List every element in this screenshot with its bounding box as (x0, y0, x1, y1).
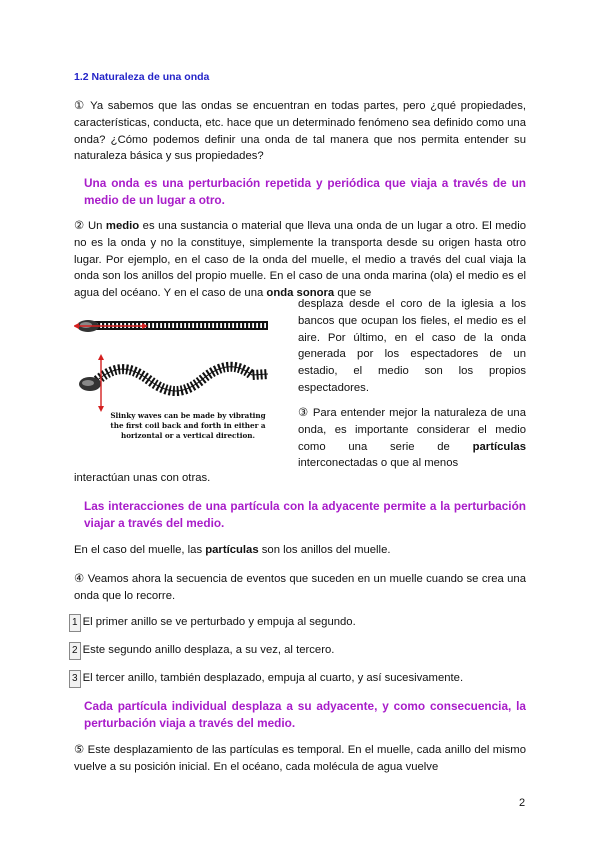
paragraph-3: ③ Para entender mejor la naturaleza de una onda, es importante considerar el medio como una serie de partículas interconectadas o que al menos (298, 407, 526, 470)
section-heading: 1.2 Naturaleza de una onda (74, 71, 210, 83)
paragraph-4: En el caso del muelle, las partículas son los anillos del muelle. (74, 544, 391, 556)
paragraph-3-end: interactúan unas con otras. (74, 472, 211, 484)
term-onda-sonora: onda sonora (266, 287, 335, 300)
definition-interactions: Las interacciones de una partícula con la adyacente permite a la perturbación viajar a través del medio. (84, 499, 526, 530)
list-item-2: 2 Este segundo anillo desplaza, a su vez, al tercero. (69, 642, 334, 660)
list-number-3: 3 (69, 670, 81, 688)
list-item-1: 1 El primer anillo se ve perturbado y empuja al segundo. (69, 614, 356, 632)
definition-wave: Una onda es una perturbación repetida y periódica que viaja a través de un medio de un lugar a otro. (84, 176, 526, 207)
definition-particle-displacement: Cada partícula individual desplaza a su adyacente, y como consecuencia, la perturbación viaja a través del medio. (84, 699, 526, 730)
paragraph-6: ⑤ Este desplazamiento de las partículas es temporal. En el muelle, cada anillo del mismo vuelve a su posición inicial. En el océano, cada molécula de agua vuelve (74, 744, 526, 773)
list-number-1: 1 (69, 614, 81, 632)
paragraph-2-continued: desplaza desde el coro de la iglesia a los bancos que ocupan los fieles, el medio es el aire. Por último, en el caso de la onda generada por los espectadores de un estadio, el medio son los propios espectadores. (298, 298, 526, 394)
figure-caption: Slinky waves can be made by vibrating the first coil back and forth in either a horizontal or a vertical direction. (110, 411, 266, 440)
vertical-slinky (79, 367, 268, 391)
term-particulas: partículas (472, 440, 526, 453)
list-number-2: 2 (69, 642, 81, 660)
paragraph-5: ④ Veamos ahora la secuencia de eventos que suceden en un muelle cuando se crea una onda que lo recorre. (74, 573, 526, 602)
term-particulas-2: partículas (205, 544, 259, 556)
list-item-3: 3 El tercer anillo, también desplazado, empuja al cuarto, y así sucesivamente. (69, 670, 463, 688)
paragraph-2: ② Un medio es una sustancia o material que lleva una onda de un lugar a otro. El medio no es la onda y no la constituye, simplemente la transporta desde su origen hasta otro lugar. Por ejemplo, en el caso de la onda del muelle, el medio a través del cual viaja la onda son los anillos del propio muelle. En el caso de una onda marina (ola) el medio es el agua del océano. Y en el caso de una onda sonora que se (74, 220, 526, 300)
term-medio: medio (105, 220, 140, 232)
page-number: 2 (519, 797, 526, 809)
paragraph-1: ① Ya sabemos que las ondas se encuentran en todas partes, pero ¿qué propiedades, características, conducta, etc. hace que un determinado fenómeno sea definido como una onda? ¿Cómo podemos definir una onda de tal manera que nos permita entender su naturaleza básica y sus propiedades? (74, 100, 526, 163)
